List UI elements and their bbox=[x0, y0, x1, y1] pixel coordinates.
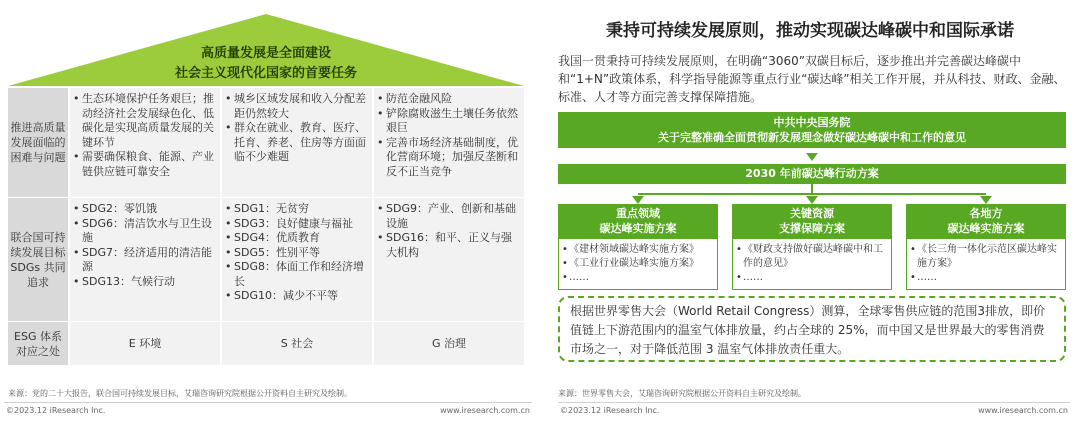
list-item: • SDG9：产业、创新和基础设施 bbox=[386, 202, 520, 231]
roof-title-line2: 社会主义现代化国家的首要任务 bbox=[174, 66, 357, 81]
website: www.iresearch.com.cn bbox=[978, 406, 1068, 415]
arrow-down-icon bbox=[980, 196, 992, 204]
list-item: • 铲除腐败滋生土壤任务依然艰巨 bbox=[386, 107, 520, 136]
column-body bbox=[906, 238, 1066, 290]
list-item: • 完善市场经济基础制度，优化营商环境；加强反垄断和反不正当竞争 bbox=[386, 136, 520, 180]
table-cell bbox=[374, 198, 524, 321]
table-row bbox=[8, 322, 524, 366]
list-item: • SDG8：体面工作和经济增长 bbox=[234, 260, 368, 289]
table-cell bbox=[70, 198, 220, 321]
column-head-line1: 各地方 bbox=[969, 207, 1003, 220]
list-item: • 《财政支持做好碳达峰碳中和工作的意见》 bbox=[743, 243, 887, 271]
list-item: • SDG1：无贫穷 bbox=[234, 202, 368, 217]
table-cell: G 治理 bbox=[374, 322, 524, 365]
connector-line bbox=[638, 193, 986, 195]
comparison-grid bbox=[8, 88, 524, 366]
action-plan-box: 2030 年前碳达峰行动方案 bbox=[558, 164, 1066, 184]
table-cell: S 社会 bbox=[222, 322, 372, 365]
list-item: • 《工业行业碳达峰实施方案》 bbox=[569, 257, 713, 271]
column-head-line2: 碳达峰实施方案 bbox=[599, 222, 677, 235]
column-head bbox=[732, 204, 892, 238]
list-item: • SDG10：减少不平等 bbox=[234, 289, 368, 304]
source-note: 来源：党的二十大报告，联合国可持续发展目标，艾瑞咨询研究院根据公开资料自主研究及绘制。 bbox=[8, 389, 352, 398]
list-item: • SDG3：良好健康与福祉 bbox=[234, 217, 368, 232]
list-item: • 需要确保粮食、能源、产业链供应链可靠安全 bbox=[82, 150, 216, 179]
list-item: • 群众在就业、教育、医疗、托育、养老、住房等方面面临不少难题 bbox=[234, 121, 368, 165]
page-title: 秉持可持续发展原则，推动实现碳达峰碳中和国际承诺 bbox=[606, 21, 1014, 41]
arrow-down-icon bbox=[806, 196, 818, 204]
policy-top-line2: 关于完整准确全面贯彻新发展理念做好碳达峰碳中和工作的意见 bbox=[658, 131, 966, 144]
column-head-line2: 碳达峰实施方案 bbox=[947, 222, 1025, 235]
row-label: ESG 体系对应之处 bbox=[8, 322, 68, 365]
row-label: 联合国可持续发展目标 SDGs 共同追求 bbox=[8, 198, 68, 321]
list-item: • SDG4：优质教育 bbox=[234, 231, 368, 246]
source-note: 来源：世界零售大会，艾瑞咨询研究院根据公开资料自主研究及绘制。 bbox=[558, 389, 806, 398]
intro-paragraph: 我国一贯秉持可持续发展原则，在明确“3060”双碳目标后，逐步推出并完善碳达峰碳中和“1+N”政策体系，科学指导能源等重点行业“碳达峰”相关工作开展，并从科技、财政、金融、标准、人才等方面完善支撑保障措施。 bbox=[558, 54, 1066, 104]
table-cell bbox=[70, 88, 220, 197]
list-item: • …… bbox=[917, 271, 1061, 285]
table-row bbox=[8, 88, 524, 198]
arrow-down-icon bbox=[806, 153, 818, 161]
table-cell bbox=[374, 88, 524, 197]
copyright: ©2023.12 iResearch Inc. bbox=[560, 406, 660, 415]
list-item: • 生态环境保护任务艰巨；推动经济社会发展绿色化、低碳化是实现高质量发展的关键环节 bbox=[82, 92, 216, 150]
table-cell bbox=[222, 198, 372, 321]
list-item: • SDG16：和平、正义与强大机构 bbox=[386, 231, 520, 260]
policy-top-box bbox=[558, 112, 1066, 148]
list-item: • SDG5：性别平等 bbox=[234, 246, 368, 261]
list-item: • SDG6：清洁饮水与卫生设施 bbox=[82, 217, 216, 246]
column-head-line1: 重点领域 bbox=[616, 207, 660, 220]
arrow-down-icon bbox=[632, 196, 644, 204]
website: www.iresearch.com.cn bbox=[440, 406, 530, 415]
policy-top-line1: 中共中央国务院 bbox=[773, 116, 851, 129]
table-cell: E 环境 bbox=[70, 322, 220, 365]
list-item: • SDG7：经济适用的清洁能源 bbox=[82, 246, 216, 275]
retail-note-box: 根据世界零售大会（World Retail Congress）测算，全球零售供应链的范围3排放，即价值链上下游范围内的温室气体排放量，约占全球的 25%，而中国又是世界最大的零售消费市场之一，对于降低范围 3 温室气体排放责任重大。 bbox=[558, 296, 1066, 362]
footer-divider bbox=[4, 402, 532, 403]
roof-title-line1: 高质量发展是全面建设 bbox=[200, 46, 331, 61]
column-head bbox=[906, 204, 1066, 238]
table-row bbox=[8, 198, 524, 322]
column-body bbox=[558, 238, 718, 290]
copyright: ©2023.12 iResearch Inc. bbox=[6, 406, 106, 415]
column-head-line2: 支撑保障方案 bbox=[779, 222, 845, 235]
list-item: • 《长三角一体化示范区碳达峰实施方案》 bbox=[917, 243, 1061, 271]
column-body bbox=[732, 238, 892, 290]
row-label: 推进高质量发展面临的困难与问题 bbox=[8, 88, 68, 197]
roof-banner bbox=[8, 14, 524, 86]
list-item: • …… bbox=[569, 271, 713, 285]
list-item: • 防范金融风险 bbox=[386, 92, 520, 107]
footer-divider bbox=[558, 402, 1070, 403]
column-head-line1: 关键资源 bbox=[790, 207, 834, 220]
list-item: • SDG2：零饥饿 bbox=[82, 202, 216, 217]
table-cell bbox=[222, 88, 372, 197]
list-item: • 城乡区域发展和收入分配差距仍然较大 bbox=[234, 92, 368, 121]
list-item: • SDG13：气候行动 bbox=[82, 275, 216, 290]
list-item: • 《建材领域碳达峰实施方案》 bbox=[569, 243, 713, 257]
right-slide bbox=[540, 0, 1080, 422]
column-head bbox=[558, 204, 718, 238]
list-item: • …… bbox=[743, 271, 887, 285]
